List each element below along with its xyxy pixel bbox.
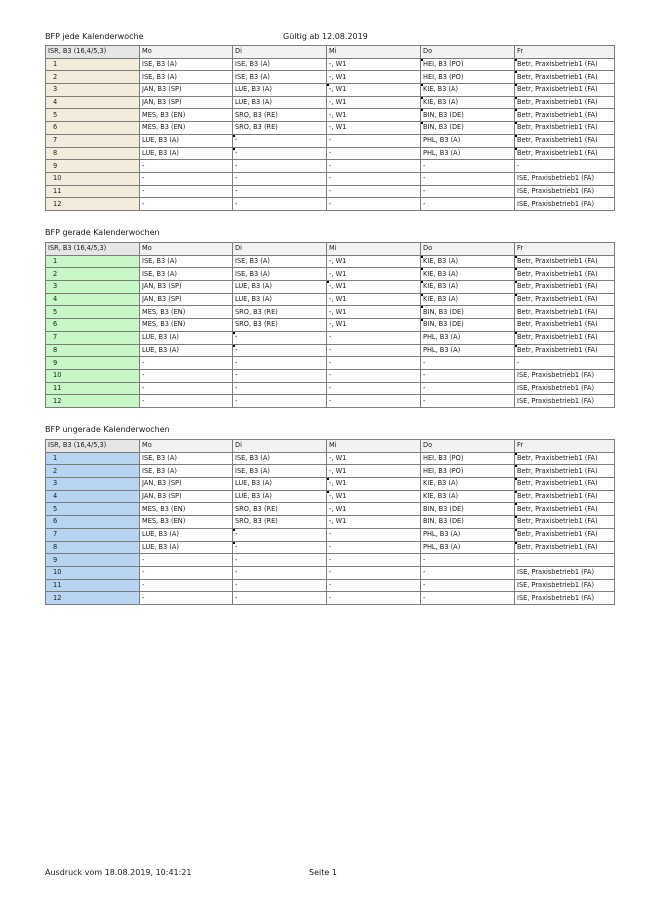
lesson-cell: SRO, B3 (RE) xyxy=(233,516,327,529)
lesson-cell: - xyxy=(327,344,421,357)
lesson-cell: Betr, Praxisbetrieb1 (FA) xyxy=(515,319,615,332)
lesson-cell: HEI, B3 (PO) xyxy=(421,58,515,71)
lesson-cell: SRO, B3 (RE) xyxy=(233,319,327,332)
lesson-cell: Betr, Praxisbetrieb1 (FA) xyxy=(515,134,615,147)
lesson-cell: LUE, B3 (A) xyxy=(233,84,327,97)
lesson-cell: ISE, B3 (A) xyxy=(140,71,233,84)
lesson-cell: SRO, B3 (RE) xyxy=(233,503,327,516)
table-row xyxy=(46,160,615,173)
table-row xyxy=(46,198,615,211)
lesson-cell: ISE, B3 (A) xyxy=(140,452,233,465)
lesson-cell: -, W1 xyxy=(327,319,421,332)
class-header-cell: ISR, B3 (16,4/5,3) xyxy=(46,46,140,59)
lesson-cell: BIN, B3 (DE) xyxy=(421,319,515,332)
lesson-cell: - xyxy=(327,395,421,408)
lesson-cell: BIN, B3 (DE) xyxy=(421,122,515,135)
lesson-cell: ISE, B3 (A) xyxy=(233,465,327,478)
lesson-cell: -, W1 xyxy=(327,465,421,478)
lesson-cell: LUE, B3 (A) xyxy=(140,344,233,357)
lesson-cell: -, W1 xyxy=(327,293,421,306)
lesson-cell: PHL, B3 (A) xyxy=(421,331,515,344)
table-row xyxy=(46,109,615,122)
table-row xyxy=(46,465,615,478)
table-row xyxy=(46,96,615,109)
table-row xyxy=(46,503,615,516)
lesson-cell: - xyxy=(140,566,233,579)
lesson-cell: ISE, Praxisbetrieb1 (FA) xyxy=(515,172,615,185)
lesson-cell: JAN, B3 (SP) xyxy=(140,478,233,491)
lesson-cell: JAN, B3 (SP) xyxy=(140,96,233,109)
lesson-cell: MES, B3 (EN) xyxy=(140,503,233,516)
period-number-cell: 7 xyxy=(46,134,140,147)
lesson-cell: - xyxy=(421,198,515,211)
lesson-cell: ISE, B3 (A) xyxy=(233,71,327,84)
lesson-cell: Betr, Praxisbetrieb1 (FA) xyxy=(515,58,615,71)
lesson-cell: - xyxy=(233,198,327,211)
lesson-cell: - xyxy=(327,147,421,160)
day-header-mo: Mo xyxy=(140,243,233,256)
lesson-cell: - xyxy=(327,331,421,344)
section-title-even-weeks: BFP gerade Kalenderwochen xyxy=(45,228,160,237)
table-row xyxy=(46,319,615,332)
lesson-cell: - xyxy=(327,172,421,185)
lesson-cell: MES, B3 (EN) xyxy=(140,516,233,529)
lesson-cell: LUE, B3 (A) xyxy=(140,541,233,554)
lesson-cell: Betr, Praxisbetrieb1 (FA) xyxy=(515,255,615,268)
day-header-di: Di xyxy=(233,440,327,453)
lesson-cell: BIN, B3 (DE) xyxy=(421,516,515,529)
lesson-cell: - xyxy=(421,382,515,395)
lesson-cell: Betr, Praxisbetrieb1 (FA) xyxy=(515,122,615,135)
lesson-cell: - xyxy=(140,185,233,198)
lesson-cell: - xyxy=(233,160,327,173)
day-header-do: Do xyxy=(421,243,515,256)
table-row xyxy=(46,541,615,554)
lesson-cell: - xyxy=(327,592,421,605)
lesson-cell: Betr, Praxisbetrieb1 (FA) xyxy=(515,109,615,122)
day-header-di: Di xyxy=(233,243,327,256)
lesson-cell: -, W1 xyxy=(327,503,421,516)
lesson-cell: ISE, B3 (A) xyxy=(233,452,327,465)
lesson-cell: SRO, B3 (RE) xyxy=(233,122,327,135)
period-number-cell: 4 xyxy=(46,490,140,503)
lesson-cell: - xyxy=(233,331,327,344)
period-number-cell: 3 xyxy=(46,84,140,97)
lesson-cell: HEI, B3 (PO) xyxy=(421,452,515,465)
lesson-cell: -, W1 xyxy=(327,452,421,465)
class-header-cell: ISR, B3 (16,4/5,3) xyxy=(46,440,140,453)
lesson-cell: - xyxy=(327,579,421,592)
lesson-cell: - xyxy=(327,357,421,370)
table-row xyxy=(46,268,615,281)
lesson-cell: ISE, B3 (A) xyxy=(233,255,327,268)
lesson-cell: -, W1 xyxy=(327,516,421,529)
lesson-cell: - xyxy=(421,566,515,579)
period-number-cell: 8 xyxy=(46,541,140,554)
period-number-cell: 7 xyxy=(46,528,140,541)
period-number-cell: 2 xyxy=(46,465,140,478)
table-row xyxy=(46,84,615,97)
lesson-cell: BIN, B3 (DE) xyxy=(421,109,515,122)
period-number-cell: 9 xyxy=(46,554,140,567)
lesson-cell: Betr, Praxisbetrieb1 (FA) xyxy=(515,293,615,306)
period-number-cell: 8 xyxy=(46,344,140,357)
lesson-cell: Betr, Praxisbetrieb1 (FA) xyxy=(515,478,615,491)
table-row xyxy=(46,331,615,344)
lesson-cell: - xyxy=(327,134,421,147)
lesson-cell: MES, B3 (EN) xyxy=(140,306,233,319)
lesson-cell: ISE, B3 (A) xyxy=(140,465,233,478)
lesson-cell: - xyxy=(140,369,233,382)
table-header-row xyxy=(46,440,615,453)
lesson-cell: JAN, B3 (SP) xyxy=(140,293,233,306)
period-number-cell: 11 xyxy=(46,382,140,395)
lesson-cell: LUE, B3 (A) xyxy=(233,293,327,306)
table-row xyxy=(46,382,615,395)
table-row xyxy=(46,71,615,84)
lesson-cell: KIE, B3 (A) xyxy=(421,490,515,503)
lesson-cell: Betr, Praxisbetrieb1 (FA) xyxy=(515,331,615,344)
day-header-do: Do xyxy=(421,46,515,59)
lesson-cell: - xyxy=(421,395,515,408)
lesson-cell: - xyxy=(233,554,327,567)
timetable-every-week xyxy=(45,45,615,211)
lesson-cell: -, W1 xyxy=(327,281,421,294)
lesson-cell: - xyxy=(140,382,233,395)
lesson-cell: - xyxy=(233,172,327,185)
lesson-cell: - xyxy=(233,344,327,357)
valid-from-label: Gültig ab 12.08.2019 xyxy=(283,32,368,41)
lesson-cell: ISE, B3 (A) xyxy=(233,58,327,71)
lesson-cell: - xyxy=(233,369,327,382)
table-row xyxy=(46,147,615,160)
day-header-mi: Mi xyxy=(327,243,421,256)
lesson-cell: ISE, Praxisbetrieb1 (FA) xyxy=(515,395,615,408)
lesson-cell: - xyxy=(140,172,233,185)
lesson-cell: LUE, B3 (A) xyxy=(233,490,327,503)
lesson-cell: -, W1 xyxy=(327,268,421,281)
lesson-cell: Betr, Praxisbetrieb1 (FA) xyxy=(515,268,615,281)
lesson-cell: - xyxy=(327,554,421,567)
lesson-cell: MES, B3 (EN) xyxy=(140,122,233,135)
lesson-cell: - xyxy=(233,147,327,160)
table-row xyxy=(46,490,615,503)
lesson-cell: ISE, B3 (A) xyxy=(140,268,233,281)
period-number-cell: 2 xyxy=(46,71,140,84)
lesson-cell: -, W1 xyxy=(327,71,421,84)
lesson-cell: -, W1 xyxy=(327,478,421,491)
lesson-cell: - xyxy=(421,554,515,567)
period-number-cell: 12 xyxy=(46,198,140,211)
lesson-cell: - xyxy=(140,198,233,211)
period-number-cell: 1 xyxy=(46,255,140,268)
lesson-cell: - xyxy=(421,160,515,173)
lesson-cell: -, W1 xyxy=(327,255,421,268)
table-row xyxy=(46,516,615,529)
lesson-cell: - xyxy=(233,528,327,541)
lesson-cell: Betr, Praxisbetrieb1 (FA) xyxy=(515,465,615,478)
lesson-cell: Betr, Praxisbetrieb1 (FA) xyxy=(515,516,615,529)
document-title: BFP jede Kalenderwoche xyxy=(45,32,144,41)
period-number-cell: 3 xyxy=(46,478,140,491)
lesson-cell: SRO, B3 (RE) xyxy=(233,109,327,122)
day-header-fr: Fr xyxy=(515,46,615,59)
table-row xyxy=(46,134,615,147)
lesson-cell: PHL, B3 (A) xyxy=(421,134,515,147)
lesson-cell: - xyxy=(327,160,421,173)
lesson-cell: -, W1 xyxy=(327,122,421,135)
lesson-cell: KIE, B3 (A) xyxy=(421,268,515,281)
lesson-cell: ISE, B3 (A) xyxy=(140,58,233,71)
day-header-fr: Fr xyxy=(515,440,615,453)
lesson-cell: KIE, B3 (A) xyxy=(421,255,515,268)
period-number-cell: 1 xyxy=(46,452,140,465)
lesson-cell: - xyxy=(515,357,615,370)
day-header-do: Do xyxy=(421,440,515,453)
lesson-cell: BIN, B3 (DE) xyxy=(421,503,515,516)
table-row xyxy=(46,293,615,306)
period-number-cell: 2 xyxy=(46,268,140,281)
lesson-cell: - xyxy=(327,528,421,541)
period-number-cell: 5 xyxy=(46,109,140,122)
lesson-cell: HEI, B3 (PO) xyxy=(421,465,515,478)
lesson-cell: Betr, Praxisbetrieb1 (FA) xyxy=(515,147,615,160)
lesson-cell: LUE, B3 (A) xyxy=(140,528,233,541)
lesson-cell: MES, B3 (EN) xyxy=(140,109,233,122)
period-number-cell: 12 xyxy=(46,395,140,408)
period-number-cell: 3 xyxy=(46,281,140,294)
lesson-cell: Betr, Praxisbetrieb1 (FA) xyxy=(515,344,615,357)
day-header-mo: Mo xyxy=(140,46,233,59)
lesson-cell: Betr, Praxisbetrieb1 (FA) xyxy=(515,306,615,319)
lesson-cell: - xyxy=(233,185,327,198)
lesson-cell: ISE, B3 (A) xyxy=(233,268,327,281)
lesson-cell: KIE, B3 (A) xyxy=(421,281,515,294)
lesson-cell: Betr, Praxisbetrieb1 (FA) xyxy=(515,96,615,109)
lesson-cell: JAN, B3 (SP) xyxy=(140,281,233,294)
lesson-cell: - xyxy=(233,395,327,408)
lesson-cell: -, W1 xyxy=(327,84,421,97)
period-number-cell: 11 xyxy=(46,185,140,198)
table-row xyxy=(46,395,615,408)
lesson-cell: - xyxy=(421,369,515,382)
period-number-cell: 4 xyxy=(46,293,140,306)
lesson-cell: - xyxy=(140,592,233,605)
lesson-cell: - xyxy=(327,566,421,579)
lesson-cell: LUE, B3 (A) xyxy=(140,134,233,147)
table-row xyxy=(46,185,615,198)
lesson-cell: - xyxy=(233,566,327,579)
lesson-cell: -, W1 xyxy=(327,58,421,71)
day-header-di: Di xyxy=(233,46,327,59)
table-header-row xyxy=(46,46,615,59)
period-number-cell: 7 xyxy=(46,331,140,344)
lesson-cell: - xyxy=(327,369,421,382)
lesson-cell: - xyxy=(327,541,421,554)
period-number-cell: 10 xyxy=(46,172,140,185)
lesson-cell: - xyxy=(421,357,515,370)
lesson-cell: KIE, B3 (A) xyxy=(421,478,515,491)
lesson-cell: KIE, B3 (A) xyxy=(421,84,515,97)
lesson-cell: - xyxy=(515,160,615,173)
lesson-cell: - xyxy=(421,579,515,592)
lesson-cell: Betr, Praxisbetrieb1 (FA) xyxy=(515,503,615,516)
lesson-cell: LUE, B3 (A) xyxy=(140,147,233,160)
period-number-cell: 6 xyxy=(46,122,140,135)
lesson-cell: PHL, B3 (A) xyxy=(421,147,515,160)
lesson-cell: SRO, B3 (RE) xyxy=(233,306,327,319)
lesson-cell: BIN, B3 (DE) xyxy=(421,306,515,319)
lesson-cell: - xyxy=(515,554,615,567)
lesson-cell: ISE, Praxisbetrieb1 (FA) xyxy=(515,369,615,382)
lesson-cell: MES, B3 (EN) xyxy=(140,319,233,332)
lesson-cell: - xyxy=(327,185,421,198)
lesson-cell: - xyxy=(140,357,233,370)
table-row xyxy=(46,172,615,185)
lesson-cell: - xyxy=(421,172,515,185)
lesson-cell: PHL, B3 (A) xyxy=(421,344,515,357)
table-row xyxy=(46,528,615,541)
period-number-cell: 12 xyxy=(46,592,140,605)
period-number-cell: 1 xyxy=(46,58,140,71)
lesson-cell: LUE, B3 (A) xyxy=(233,281,327,294)
table-row xyxy=(46,369,615,382)
day-header-mi: Mi xyxy=(327,46,421,59)
timetable-even-weeks xyxy=(45,242,615,408)
lesson-cell: ISE, Praxisbetrieb1 (FA) xyxy=(515,566,615,579)
table-row xyxy=(46,58,615,71)
table-row xyxy=(46,592,615,605)
timetable-odd-weeks xyxy=(45,439,615,605)
period-number-cell: 4 xyxy=(46,96,140,109)
lesson-cell: LUE, B3 (A) xyxy=(140,331,233,344)
lesson-cell: ISE, B3 (A) xyxy=(140,255,233,268)
table-row xyxy=(46,452,615,465)
lesson-cell: - xyxy=(233,541,327,554)
table-row xyxy=(46,122,615,135)
lesson-cell: -, W1 xyxy=(327,306,421,319)
table-row xyxy=(46,281,615,294)
period-number-cell: 6 xyxy=(46,319,140,332)
table-row xyxy=(46,554,615,567)
lesson-cell: Betr, Praxisbetrieb1 (FA) xyxy=(515,281,615,294)
day-header-mi: Mi xyxy=(327,440,421,453)
table-header-row xyxy=(46,243,615,256)
table-row xyxy=(46,344,615,357)
section-title-odd-weeks: BFP ungerade Kalenderwochen xyxy=(45,425,170,434)
lesson-cell: - xyxy=(140,395,233,408)
lesson-cell: - xyxy=(327,382,421,395)
period-number-cell: 10 xyxy=(46,369,140,382)
lesson-cell: PHL, B3 (A) xyxy=(421,528,515,541)
lesson-cell: ISE, Praxisbetrieb1 (FA) xyxy=(515,579,615,592)
period-number-cell: 5 xyxy=(46,306,140,319)
lesson-cell: - xyxy=(233,592,327,605)
lesson-cell: ISE, Praxisbetrieb1 (FA) xyxy=(515,185,615,198)
period-number-cell: 9 xyxy=(46,357,140,370)
lesson-cell: - xyxy=(421,185,515,198)
period-number-cell: 9 xyxy=(46,160,140,173)
table-row xyxy=(46,579,615,592)
lesson-cell: LUE, B3 (A) xyxy=(233,96,327,109)
lesson-cell: Betr, Praxisbetrieb1 (FA) xyxy=(515,541,615,554)
lesson-cell: -, W1 xyxy=(327,96,421,109)
lesson-cell: Betr, Praxisbetrieb1 (FA) xyxy=(515,71,615,84)
lesson-cell: - xyxy=(233,134,327,147)
lesson-cell: ISE, Praxisbetrieb1 (FA) xyxy=(515,198,615,211)
lesson-cell: ISE, Praxisbetrieb1 (FA) xyxy=(515,592,615,605)
table-row xyxy=(46,566,615,579)
page-number: Seite 1 xyxy=(309,868,337,877)
lesson-cell: KIE, B3 (A) xyxy=(421,96,515,109)
lesson-cell: - xyxy=(140,579,233,592)
lesson-cell: - xyxy=(233,579,327,592)
lesson-cell: - xyxy=(140,160,233,173)
lesson-cell: - xyxy=(140,554,233,567)
period-number-cell: 11 xyxy=(46,579,140,592)
lesson-cell: JAN, B3 (SP) xyxy=(140,84,233,97)
lesson-cell: - xyxy=(327,198,421,211)
lesson-cell: -, W1 xyxy=(327,109,421,122)
class-header-cell: ISR, B3 (16,4/5,3) xyxy=(46,243,140,256)
period-number-cell: 6 xyxy=(46,516,140,529)
lesson-cell: - xyxy=(233,357,327,370)
day-header-mo: Mo xyxy=(140,440,233,453)
lesson-cell: - xyxy=(421,592,515,605)
lesson-cell: KIE, B3 (A) xyxy=(421,293,515,306)
table-row xyxy=(46,478,615,491)
lesson-cell: JAN, B3 (SP) xyxy=(140,490,233,503)
lesson-cell: HEI, B3 (PO) xyxy=(421,71,515,84)
period-number-cell: 10 xyxy=(46,566,140,579)
lesson-cell: -, W1 xyxy=(327,490,421,503)
lesson-cell: Betr, Praxisbetrieb1 (FA) xyxy=(515,452,615,465)
lesson-cell: Betr, Praxisbetrieb1 (FA) xyxy=(515,84,615,97)
lesson-cell: Betr, Praxisbetrieb1 (FA) xyxy=(515,528,615,541)
lesson-cell: LUE, B3 (A) xyxy=(233,478,327,491)
table-row xyxy=(46,255,615,268)
period-number-cell: 8 xyxy=(46,147,140,160)
table-row xyxy=(46,357,615,370)
day-header-fr: Fr xyxy=(515,243,615,256)
print-timestamp: Ausdruck vom 18.08.2019, 10:41:21 xyxy=(45,868,192,877)
lesson-cell: ISE, Praxisbetrieb1 (FA) xyxy=(515,382,615,395)
period-number-cell: 5 xyxy=(46,503,140,516)
lesson-cell: Betr, Praxisbetrieb1 (FA) xyxy=(515,490,615,503)
lesson-cell: PHL, B3 (A) xyxy=(421,541,515,554)
lesson-cell: - xyxy=(233,382,327,395)
table-row xyxy=(46,306,615,319)
